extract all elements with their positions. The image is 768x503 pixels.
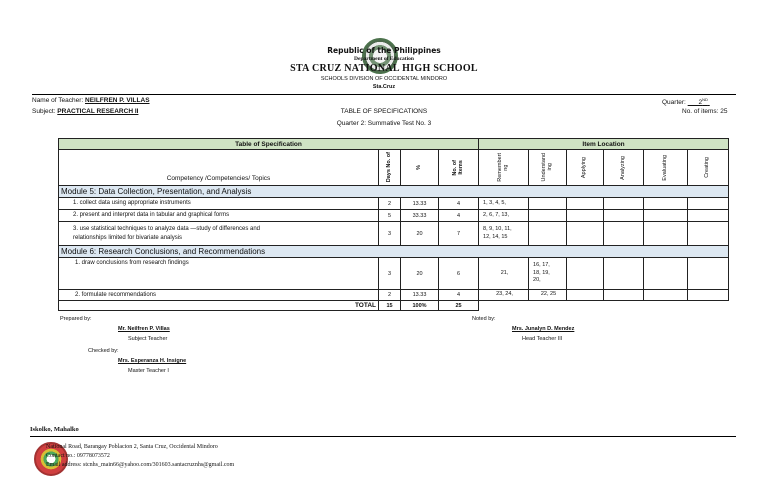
footer-divider [30, 436, 736, 437]
remembering-cell: 23, 24, [479, 290, 529, 301]
noted-name: Mrs. Junalyn D. Mendez [512, 326, 575, 332]
noted-title: Head Teacher III [522, 336, 563, 342]
understanding-cell [529, 210, 567, 222]
items-cell: 4 [439, 198, 479, 210]
percent-cell: 20 [401, 258, 439, 290]
column-percent: % [415, 165, 422, 170]
percent-cell: 33.33 [401, 210, 439, 222]
town-name: Sta.Cruz [372, 84, 396, 90]
footer-contact: Contact no.: 09778073572 [46, 453, 110, 459]
column-evaluating: Evaluating [661, 154, 668, 181]
items-cell: 7 [439, 222, 479, 246]
total-items: 25 [439, 301, 479, 311]
items-cell: 6 [439, 258, 479, 290]
column-analyzing: Analyzing [619, 155, 626, 180]
competency-text: 1. collect data using appropriate instruments [59, 198, 379, 210]
percent-cell: 13.33 [401, 290, 439, 301]
remembering-cell: 8, 9, 10, 11, 12, 14, 15 [479, 222, 529, 246]
table-header-specification: Table of Specification [59, 139, 479, 150]
total-label: TOTAL [59, 301, 379, 311]
remembering-cell: 2, 6, 7, 13, [479, 210, 529, 222]
percent-cell: 13.33 [401, 198, 439, 210]
quarter-line [662, 97, 710, 106]
column-competency: Competency /Competencies/ Topics [59, 150, 379, 186]
days-cell: 3 [379, 222, 401, 246]
specification-table [58, 138, 729, 311]
total-percent: 100% [401, 301, 439, 311]
table-row [59, 290, 729, 301]
subject-name: PRACTICAL RESEARCH II [57, 108, 139, 115]
column-days: Days No. of [385, 152, 392, 183]
prepared-title: Subject Teacher [128, 336, 168, 342]
days-cell: 5 [379, 210, 401, 222]
table-row [59, 222, 729, 246]
percent-cell: 20 [401, 222, 439, 246]
noted-label: Noted by: [472, 316, 496, 322]
total-days: 15 [379, 301, 401, 311]
quarter-value: 2 [698, 99, 703, 107]
doc-subtitle: Quarter 2: Summative Test No. 3 [336, 120, 432, 127]
column-items: No. of Items [451, 159, 464, 176]
competency-text: 3. use statistical techniques to analyze data —study of differences and relationships limited for bivariate analysis [59, 222, 379, 246]
republic-heading: Republic of the Philippines [327, 46, 441, 55]
column-remembering: Remembert ng [496, 153, 509, 182]
table-header-item-location: Item Location [479, 139, 729, 150]
competency-text: 1. draw conclusions from research findings [59, 258, 379, 290]
checked-title: Master Teacher I [128, 368, 169, 374]
items-count: No. of items: 25 [682, 108, 728, 115]
total-row [59, 301, 729, 311]
column-creating: Creating [704, 157, 711, 178]
understanding-cell: 16, 17, 18, 19, 20, [529, 258, 567, 290]
understanding-cell [529, 198, 567, 210]
competency-text: 2. present and interpret data in tabular and graphical forms [59, 210, 379, 222]
column-applying: Applying [581, 156, 588, 179]
competency-text: 2. formulate recommendations [59, 290, 379, 301]
teacher-line [32, 97, 150, 104]
subject-label: Subject: [32, 108, 58, 115]
checked-name: Mrs. Esperanza H. Insigne [118, 358, 187, 364]
prepared-label: Prepared by: [60, 316, 92, 322]
understanding-cell [529, 222, 567, 246]
days-cell: 2 [379, 290, 401, 301]
column-understanding: Understand ing [540, 153, 553, 182]
days-cell: 2 [379, 198, 401, 210]
doc-title: TABLE OF SPECIFICATIONS [340, 108, 428, 115]
understanding-cell: 22, 25 [529, 290, 567, 301]
school-name: STA CRUZ NATIONAL HIGH SCHOOL [290, 63, 478, 74]
teacher-name: NEILFREN P. VILLAS [85, 97, 150, 104]
footer-email: Email address: stcnhs_main66@yahoo.com/301603.santacruznhs@gmail.com [46, 462, 235, 468]
days-cell: 3 [379, 258, 401, 290]
quarter-label: Quarter: [662, 99, 688, 107]
items-cell: 4 [439, 210, 479, 222]
prepared-name: Mr. Neilfren P. Villas [118, 326, 170, 332]
footer-address: National Road, Barangay Poblacion 2, Santa Cruz, Occidental Mindoro [46, 444, 218, 450]
table-row [59, 210, 729, 222]
items-cell: 4 [439, 290, 479, 301]
module-5-heading: Module 5: Data Collection, Presentation, and Analysis [59, 186, 729, 198]
quarter-suffix: ND [702, 97, 708, 102]
table-row [59, 198, 729, 210]
remembering-cell: 1, 3, 4, 5, [479, 198, 529, 210]
header-divider [32, 94, 736, 95]
checked-label: Checked by: [88, 348, 119, 354]
division-name: SCHOOLS DIVISION OF OCCIDENTAL MINDORO [320, 76, 448, 82]
department-heading: Department of Education [354, 56, 414, 62]
module-6-heading: Module 6: Research Conclusions, and Recommendations [59, 246, 729, 258]
teacher-label: Name of Teacher: [32, 97, 85, 104]
remembering-cell: 21, [479, 258, 529, 290]
school-motto: Iskolko, Mahalko [30, 426, 79, 433]
table-row [59, 258, 729, 290]
